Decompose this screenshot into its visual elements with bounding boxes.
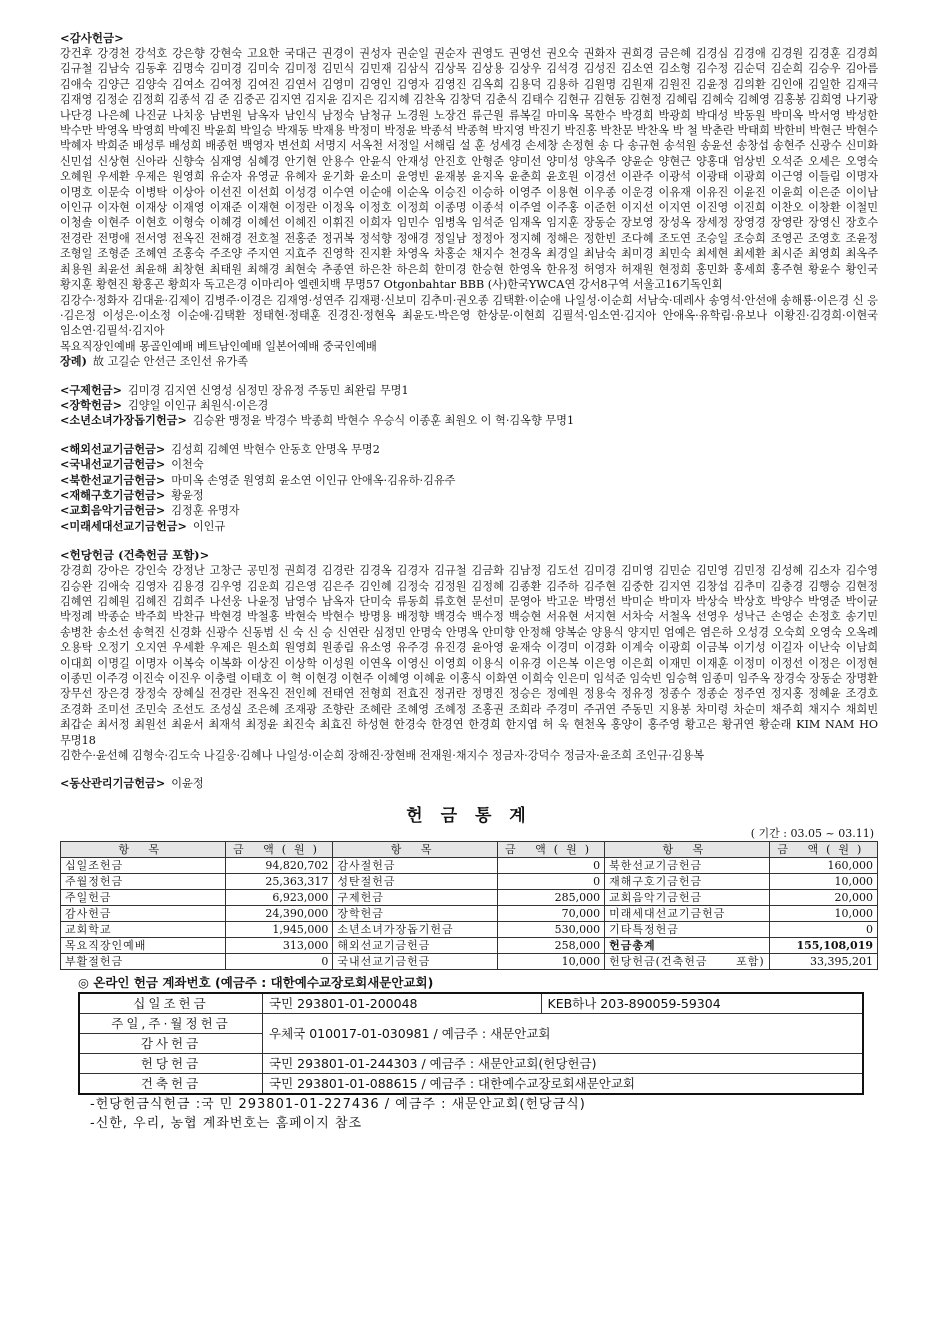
stats-amount: 530,000	[497, 921, 604, 937]
stats-amount: 94,820,702	[225, 857, 333, 873]
stats-amount: 10,000	[497, 953, 604, 969]
stats-item: 감사절헌금	[333, 857, 498, 873]
account-number: 우체국 010017-01-030981 / 예금주 : 새문안교회	[263, 1013, 864, 1053]
stats-amount: 1,945,000	[225, 921, 333, 937]
table-row	[61, 953, 878, 969]
scholarship-label: <장학헌금>	[60, 397, 122, 412]
thanks-offering-groups: 목요직장인예배 몽골인예배 베트남인예배 일본어예배 중국인예배	[60, 339, 377, 353]
offering-stats-table	[60, 841, 878, 970]
stats-amount: 0	[225, 953, 333, 969]
fasting-account-note: -헌당헌금식헌금 :국 민 293801-01-227436 / 예금주 : 새문안교회(헌당금식)	[90, 1096, 586, 1112]
thanks-offering-names: 강건후 강경천 강석호 강은향 강현숙 고요한 국대근 권경이 권성자 권순일 권순자 권영도 권영선 권오숙 권화자 권희경 금은혜 김경심 김경애 김경원 김경훈 김경희 김규철 김남숙 김동후 김명숙 김미경 김미숙 김미정 김민식 김민재 김삼식 김상목 김상용 김상우 김석경 김성진 김소연 김소형 김수정 김순덕 김순희 김승우 김아름 김애숙 김양근 김양숙 김여소 김여정 김여진 김연서 김영미 김영인 김영자 김영진 김옥희 김용덕 김용하 김원명 김원재 김원진 김윤정 김의환 김인애 김일한 김재극 김재영 김정순 김정희 김종석 김 준 김중곤 김지연 김지윤 김지은 김지혜 김찬옥 김창덕 김춘식 김태수 김현규 김현동 김현정 김혜림 김혜숙 김혜영 김홍봉 김희영 나기광 나단경 나은혜 나진균 나치웅 남번원 남옥자 남인식 남정숙 남청규 노경원 노장건 류근원 류복길 마미옥 목한수 박경희 박광희 박대성 박동원 박미옥 박서영 박성한 박수만 박영옥 박영희 박예진 박윤희 박일승 박재동 박재용 박정미 박정윤 박종석 박종혁 박지영 박진기 박진홍 박찬문 박찬옥 박 철 박춘란 박태희 박한비 박현근 박현수 박혜자 박희준 배성루 배성희 배종헌 백영자 변선희 서명지 서옥천 서정일 서해림 설 훈 성세경 손세창 손정현 송 다 송규현 송석원 송윤선 송창섭 송현주 신광수 신미화 신민섭 신상현 신아라 신향숙 심재영 심혜경 안기현 안용수 안윤식 안재성 안진호 안형준 양미선 양미성 양옥주 양윤순 양현근 양홍대 엄상빈 오석준 오세은 오영숙 오혜원 우세환 우제은 원영희 유순자 유영균 유혜자 윤기화 윤소미 윤영빈 윤재봉 윤지옥 윤춘희 윤호원 이경선 이관주 이광석 이광태 이광희 이근영 이들림 이명자 이명호 이문숙 이병탁 이상아 이선진 이선희 이성경 이수연 이순애 이순옥 이승진 이승하 이영주 이용현 이우종 이운경 이유재 이유진 이윤진 이윤희 이은준 이이남 이인규 이자현 이재상 이재영 이재준 이재현 이정란 이정옥 이정호 이정희 이종명 이종석 이주열 이주홍 이준헌 이지선 이지연 이진영 이진희 이찬오 이창환 이철민 이청솔 이현주 이현호 이형숙 이혜경 이혜선 이혜진 이휘진 이희자 임민수 임병옥 임석준 임재옥 임지훈 장동순 장보영 장성옥 장세정 장영경 장영란 장영신 장호수 전경란 전명애 전서영 전옥진 전해경 전호철 전홍준 정귀복 정석향 정애경 정일남 정정아 정지혜 정해은 정한빈 조다혜 조도연 조승일 조승희 조영곤 조영호 조윤정 조형일 조형준 조혜연 조홍숙 주조양 주지연 지효주 진영학 진지환 차영옥 차홍순 채지수 천경옥 최경일 최남숙 최미경 최민숙 최세현 최세환 최시준 최영희 최옥주 최용원 최윤선 최윤해 최창현 최태원 최해경 최현숙 추종연 하은찬 하은희 한미경 한승현 한영옥 한유정 허영자 허재원 현정희 홍민화 홍세희 홍주현 황윤수 황인국 황지훈 황현진 황홍곤 황희자 독고은경 이마리아 엘렌치백 무명57 Otgonbahtar BBB (사)한국YWCA연 강서8구역 서울고16기독인회	[60, 47, 879, 292]
disaster-label: <재해구호기금헌금>	[60, 487, 166, 502]
table-row	[61, 889, 878, 905]
domestic-label: <국내선교기금헌금>	[60, 457, 166, 472]
stats-amount: 24,390,000	[225, 905, 333, 921]
thanks-offering-title: <감사헌금>	[60, 31, 124, 45]
scholarship-row	[60, 398, 878, 413]
stats-item: 해외선교기금헌금	[333, 937, 498, 953]
stats-amount: 0	[497, 873, 604, 889]
table-row	[79, 993, 863, 1014]
stats-amount: 0	[497, 857, 604, 873]
stats-item: 주일헌금	[61, 889, 226, 905]
stats-amount: 6,923,000	[225, 889, 333, 905]
dedication-offering-section	[60, 547, 878, 763]
stats-amount: 160,000	[769, 857, 877, 873]
stats-item: 부활절헌금	[61, 953, 226, 969]
account-label: 십일조헌금	[79, 993, 263, 1014]
next-gen-names: 이인규	[192, 519, 226, 533]
stats-item: 감사헌금	[61, 905, 226, 921]
thanks-offering-section	[60, 30, 878, 370]
stats-amount: 70,000	[497, 905, 604, 921]
overseas-row	[60, 442, 878, 457]
domestic-names: 이천숙	[171, 458, 204, 472]
property-label: <동산관리기금헌금>	[60, 776, 166, 791]
stats-header-row	[61, 841, 878, 857]
table-row	[61, 905, 878, 921]
account-label: 헌당헌금	[79, 1053, 263, 1073]
memorial-names: 故 고길순 안선근 조인선 유가족	[92, 355, 249, 369]
account-number: 국민 293801-01-200048	[263, 993, 542, 1014]
nk-mission-row	[60, 473, 878, 488]
property-names: 이윤정	[171, 777, 204, 791]
account-label: 건축헌금	[79, 1073, 263, 1094]
stats-item: 장학헌금	[333, 905, 498, 921]
stats-item: 소년소녀가장돕기헌금	[333, 921, 498, 937]
stats-item: 교회음악기금헌금	[605, 889, 770, 905]
stats-item: 주월정헌금	[61, 873, 226, 889]
overseas-label: <해외선교기금헌금>	[60, 441, 166, 456]
stats-amount: 285,000	[497, 889, 604, 905]
stats-header-item-2: 항 목	[333, 841, 498, 857]
relief-names: 김미경 김지연 신영성 심정민 장유정 주동민 최완림 무명1	[127, 383, 409, 397]
account-label: 감사헌금	[79, 1033, 263, 1053]
account-label: 주일,주·월정헌금	[79, 1013, 263, 1033]
stats-total-amount: 155,108,019	[769, 937, 877, 953]
stats-item: 헌당헌금(건축헌금 포함)	[605, 953, 770, 969]
music-row	[60, 503, 878, 518]
dedication-offering-family-names: 김한수·윤선혜 김형숙·김도숙 나길웅·김혜나 나일성·이순희 장해진·장현배 전재원·채지수 정금자·강덕수 정금자·윤조희 조인규·김용복	[60, 749, 705, 763]
account-number-alt: KEB하나 203-890059-59304	[541, 993, 863, 1014]
next-gen-row	[60, 519, 878, 534]
stats-item: 북한선교기금헌금	[605, 857, 770, 873]
property-offering-section	[60, 776, 878, 791]
stats-header-amount-1: 금 액(원)	[225, 841, 333, 857]
table-row	[79, 1013, 863, 1033]
stats-title: 헌 금 통 계	[406, 805, 532, 826]
stats-item: 미래세대선교기금헌금	[605, 905, 770, 921]
memorial-label: 장례)	[60, 354, 87, 369]
table-row	[79, 1053, 863, 1073]
online-accounts-table	[78, 992, 864, 1095]
dedication-offering-title: <헌당헌금 (건축헌금 포함)>	[60, 548, 210, 563]
table-row	[79, 1073, 863, 1094]
stats-header-item-3: 항 목	[605, 841, 770, 857]
music-label: <교회음악기금헌금>	[60, 503, 166, 518]
domestic-row	[60, 457, 878, 472]
stats-item: 기타특정헌금	[605, 921, 770, 937]
relief-row	[60, 383, 878, 398]
stats-item: 십일조헌금	[61, 857, 226, 873]
relief-label: <구제헌금>	[60, 382, 122, 397]
account-number: 국민 293801-01-244303 / 예금주 : 새문안교회(헌당헌금)	[263, 1053, 864, 1073]
memorial-row	[60, 354, 878, 369]
stats-item: 목요직장인예배	[61, 937, 226, 953]
stats-period: ( 기간 : 03.05 ~ 03.11)	[750, 826, 874, 840]
youth-head-row	[60, 413, 878, 428]
disaster-names: 황윤정	[171, 488, 204, 502]
stats-header-item-1: 항 목	[61, 841, 226, 857]
nk-mission-label: <북한선교기금헌금>	[60, 472, 166, 487]
stats-item: 재해구호기금헌금	[605, 873, 770, 889]
stats-amount: 313,000	[225, 937, 333, 953]
stats-amount: 25,363,317	[225, 873, 333, 889]
stats-header-amount-3: 금 액(원)	[769, 841, 877, 857]
stats-amount: 0	[769, 921, 877, 937]
table-row	[61, 857, 878, 873]
homepage-note: -신한, 우리, 농협 계좌번호는 홈페이지 참조	[90, 1115, 363, 1131]
stats-amount: 258,000	[497, 937, 604, 953]
stats-item: 성탄절헌금	[333, 873, 498, 889]
stats-amount: 20,000	[769, 889, 877, 905]
stats-amount: 10,000	[769, 905, 877, 921]
stats-amount: 10,000	[769, 873, 877, 889]
small-offerings-section-1	[60, 383, 878, 429]
stats-header-amount-2: 금 액(원)	[497, 841, 604, 857]
stats-total-label: 헌금총계	[605, 937, 770, 953]
online-accounts-title: ◎ 온라인 헌금 계좌번호 (예금주 : 대한예수교장로회새문안교회)	[78, 974, 434, 990]
mission-offerings-section	[60, 442, 878, 534]
table-row	[61, 921, 878, 937]
next-gen-label: <미래세대선교기금헌금>	[60, 518, 187, 533]
bulletin-page	[60, 30, 878, 1133]
disaster-row	[60, 488, 878, 503]
table-row	[61, 937, 878, 953]
stats-item: 구제헌금	[333, 889, 498, 905]
stats-item: 국내선교기금헌금	[333, 953, 498, 969]
youth-head-label: <소년소녀가장돕기헌금>	[60, 413, 187, 428]
stats-amount: 33,395,201	[769, 953, 877, 969]
overseas-names: 김성희 김혜연 박현수 안동호 안명옥 무명2	[171, 442, 380, 456]
youth-head-names: 김승완 맹정윤 박경수 박종희 박현수 우승식 이종훈 최원오 이 혁·김옥향 무명1	[192, 414, 575, 428]
table-row	[61, 873, 878, 889]
thanks-offering-family-names: 김강수·정화자 김대윤·김제이 김병주·이경은 김재영·성연주 김재평·신보미 김추미·권오종 김택환·이순애 나일성·이순희 서남숙·데레사 송영석·안선애 송해룡·이은경 신 응·김은정 이성은·이소정 이순애·김택환 정태현·정태훈 진경진·정현옥 최윤도·박은영 한상문·이현희 김필석·임소연·김지아 안애옥·유학림·유보나 이황진·김경희·이현국 임소연·김필석·김지아	[60, 293, 878, 338]
account-notes	[90, 1095, 878, 1133]
music-names: 김정훈 유명자	[171, 504, 240, 518]
account-number: 국민 293801-01-088615 / 예금주 : 대한예수교장로회새문안교회	[263, 1073, 864, 1094]
dedication-offering-names: 강경희 강아은 강인숙 강정난 고창근 공민정 권희경 김경란 김경옥 김경자 김규철 김금화 김남정 김도선 김미경 김미영 김민순 김민영 김민정 김성혜 김소자 김수영 김승완 김애숙 김영자 김용경 김우영 김운희 김은영 김은주 김인혜 김정숙 김정원 김정혜 김종환 김주하 김주현 김중한 김지연 김창섭 김추미 김충경 김행승 김현정 김혜연 김혜원 김혜진 김희주 나선웅 나윤정 남영수 남옥자 단미숙 류동희 류호현 문선미 문영아 박고운 박명선 박미순 박미자 박상숙 박상호 박양수 박영준 박이균 박정례 박종순 박주희 박찬규 박현경 박철홍 박현숙 박현수 방명용 배정향 백경숙 백수정 백승현 서유현 서지현 서차숙 서철옥 선영우 성낙근 손영순 손정호 송기민 송병찬 송소선 송혁진 신경화 신광수 신동범 신 숙 신 승 신연란 심정민 안명숙 안명옥 안미향 안정해 양복순 양용식 양지민 엄예은 염은하 오성경 오숙희 오영숙 오옥례 오용탁 오정기 오지연 우세환 우제은 원소희 원영희 원종림 유소영 유주경 유진경 윤아영 윤재숙 이경미 이경화 이계숙 이광희 이금복 이기성 이길자 이난숙 이남희 이대희 이명길 이명자 이복숙 이복화 이상진 이상학 이성원 이연옥 이영신 이영희 이용식 이유경 이은복 이은영 이은희 이재민 이재훈 이정미 이정선 이정은 이정현 이종민 이주경 이진숙 이진우 이충렬 이태호 이 혁 이현경 이현주 이혜영 이혜윤 이홍식 이화연 이희숙 인은미 임석준 임숙빈 임승혁 임종미 임주옥 장경숙 장동순 장명환 장무선 장은경 장정숙 장혜실 전경란 전옥진 전인혜 전태연 전형희 전효진 정귀란 정명진 정승은 정예원 정용숙 정유정 정종수 정종순 정주연 정지홍 정혜윤 조경호 조경화 조미선 조민숙 조선도 조성실 조은혜 조재광 조향란 조혜란 조혜영 조혜정 조홍권 조희라 주경미 주귀연 주동민 지용봉 차미령 차순미 채주희 채지수 채희빈 최갑순 최서정 최원선 최윤서 최재석 최정윤 최진숙 최효진 하성현 한경숙 한경연 한경희 한지엽 허 욱 현천옥 홍양이 홍주영 황고은 황귀연 황순래 KIM NAM HO 무명18	[60, 564, 879, 747]
nk-mission-names: 마미옥 손영준 원영희 윤소연 이인규 안애옥·김유하·김유주	[171, 473, 456, 487]
property-row	[60, 776, 878, 791]
stats-item: 교회학교	[61, 921, 226, 937]
scholarship-names: 김양일 이인규 최원식·이은경	[127, 398, 269, 412]
